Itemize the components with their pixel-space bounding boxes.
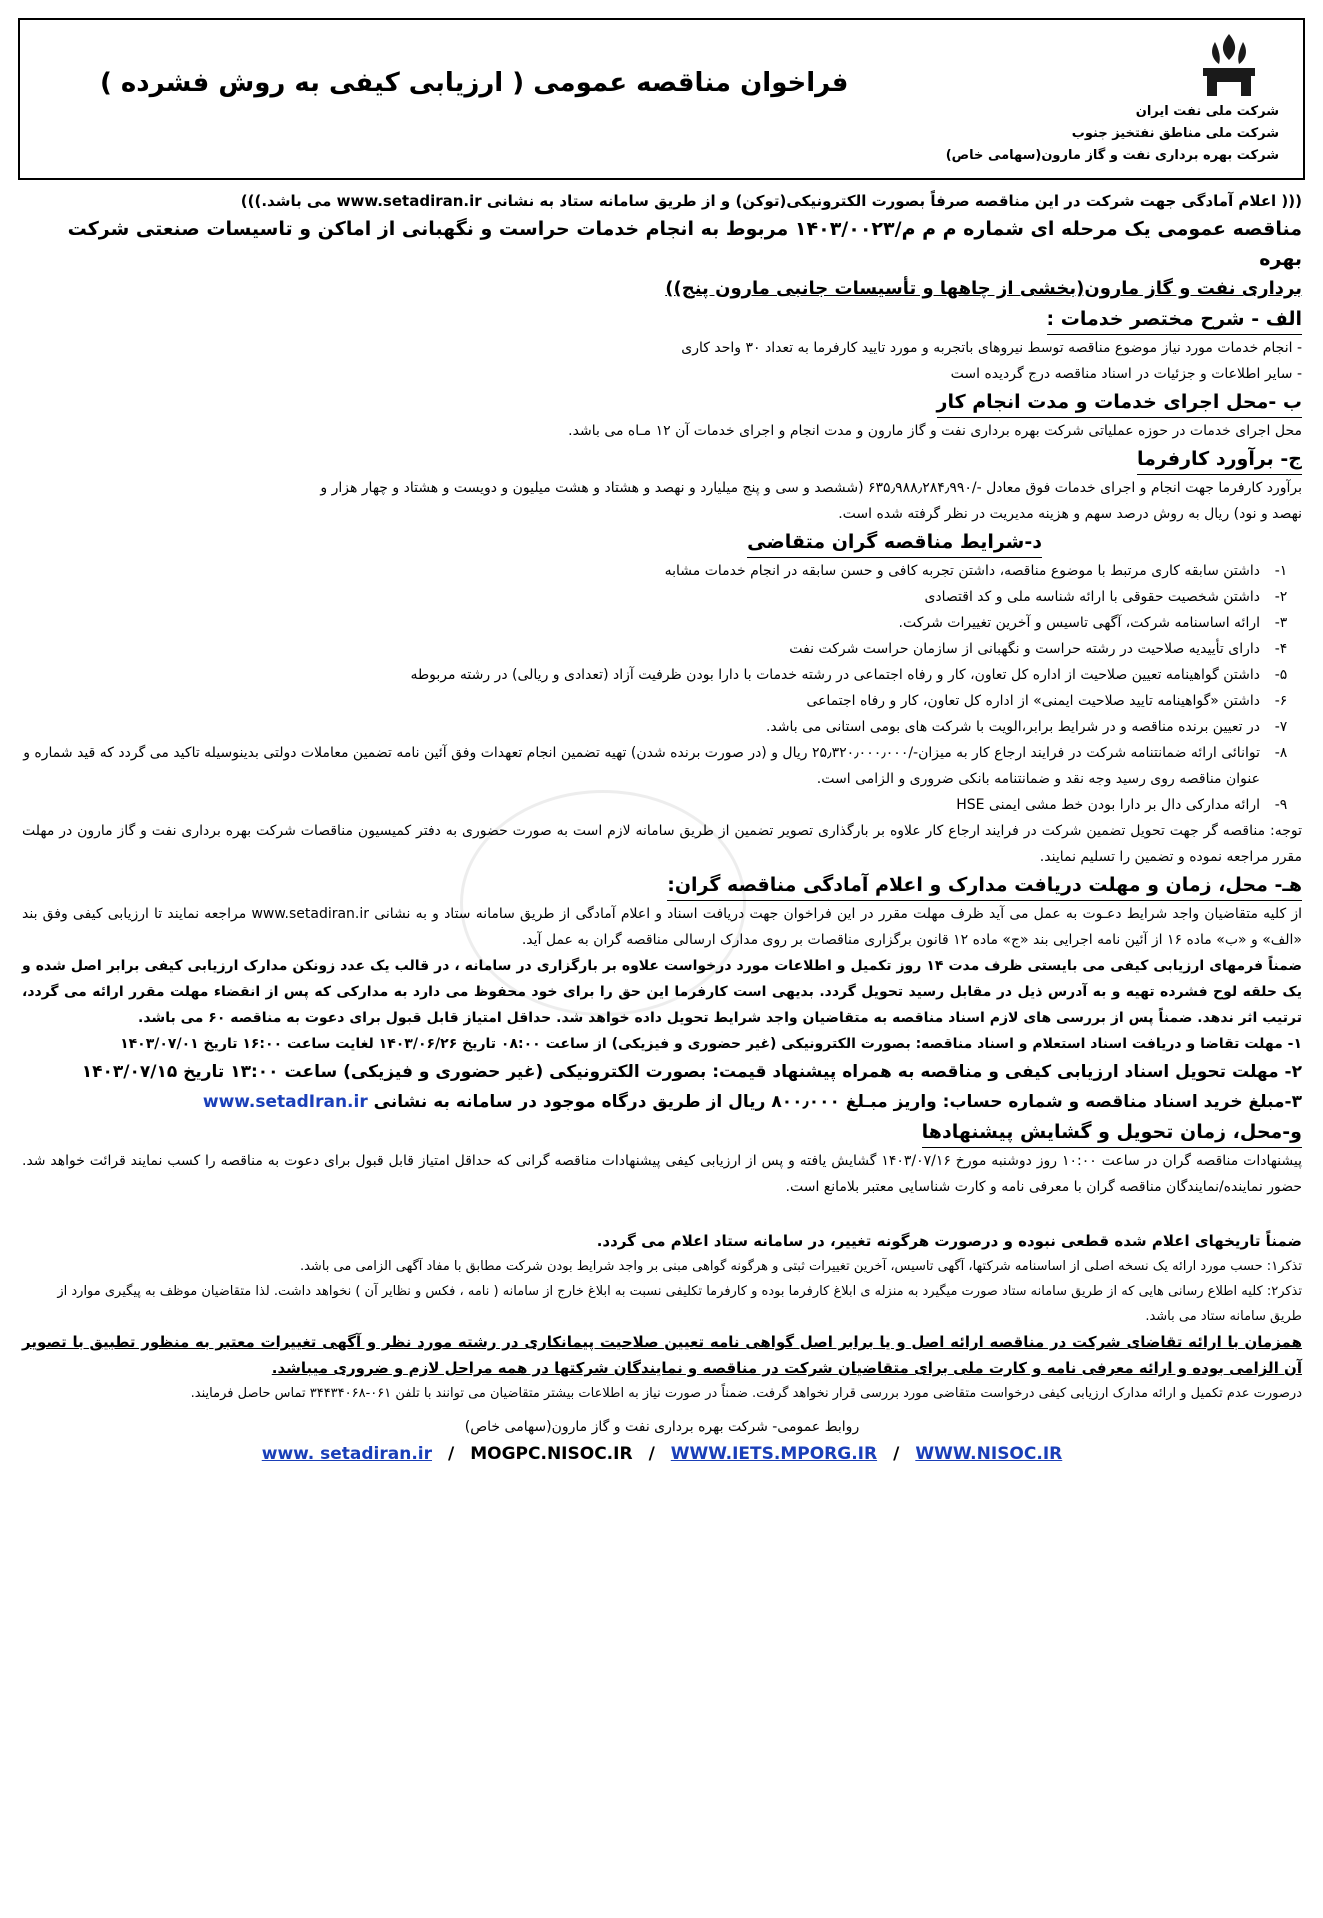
- condition-text: ارائه مدارکی دال بر دارا بودن خط مشی ایمنی HSE: [956, 797, 1260, 813]
- section-e-heading: هـ- محل، زمان و مهلت دریافت مدارک و اعلام آمادگی مناقصه گران:: [667, 870, 1302, 901]
- section-c-heading: ج- برآورد کارفرما: [1137, 444, 1302, 475]
- footer-link-nisoc[interactable]: WWW.NISOC.IR: [915, 1444, 1063, 1464]
- notice-header: [18, 18, 1305, 180]
- tender-title-line-1: مناقصه عمومی یک مرحله ای شماره م م م/۱۴۰۳/۰۰۲۳ مربوط به انجام خدمات حراست و نگهبانی از اماکن و تاسیسات صنعتی شرکت بهره: [67, 218, 1302, 270]
- section-a-heading: الف - شرح مختصر خدمات :: [1047, 304, 1302, 335]
- footer-link-setadiran[interactable]: www. setadiran.ir: [261, 1444, 433, 1464]
- contact-info: درصورت عدم تکمیل و ارائه مدارک ارزیابی کیفی درخواست متقاضی مورد بررسی قرار نخواهد گرفت. ضمناً در صورت نیاز به اطلاعات بیشتر متقاضیان می توانند با تلفن ۰۶۱-۳۴۴۳۴۰۶۸ تماس حاصل فرمایند.: [190, 1386, 1302, 1401]
- condition-text: ارائه اساسنامه شرکت، آگهی تاسیس و آخرین تغییرات شرکت.: [898, 615, 1260, 631]
- company-name-line-1: شرکت ملی نفت ایران: [1135, 104, 1279, 119]
- reminder-1: تذکر۱: حسب مورد ارائه یک نسخه اصلی از اساسنامه شرکتها، آگهی تاسیس، آخرین تغییرات ثبتی و هرگونه گواهی مبنی بر واجد شرایط بودن شرکت مطابق با مفاد آگهی الزامی می باشد.: [299, 1259, 1302, 1274]
- condition-number: ۹-: [1274, 797, 1288, 813]
- guarantee-note: توجه: مناقصه گر جهت تحویل تضمین شرکت در فرایند ارجاع کار علاوه بر بارگذاری تصویر تضمین از طریق سامانه لازم است به صورت حضوری به دفتر کمیسیون مناقصات شرکت بهره برداری نفت و گاز مارون در مهلت مقرر مراجعه نموده و تضمین را تسلیم نمایند.: [22, 823, 1302, 865]
- electronic-notice: ((( اعلام آمادگی جهت شرکت در این مناقصه صرفاً بصورت الکترونیکی(توکن) و از طریق سامانه ستاد به نشانی www.setadiran.ir می باشد.))): [240, 192, 1302, 210]
- link-separator: /: [648, 1444, 655, 1464]
- dates-notice: ضمناً تاریخهای اعلام شده قطعی نبوده و درصورت هرگونه تغییر، در سامانه ستاد اعلام می گردد.: [596, 1232, 1302, 1250]
- setadiran-link[interactable]: www.setadIran.ir: [202, 1092, 368, 1112]
- condition-item: [22, 740, 1302, 792]
- tender-title-line-2: برداری نفت و گاز مارون(بخشی از چاهها و تأسیسات جانبی مارون پنج)): [665, 278, 1302, 299]
- condition-item: [22, 688, 1302, 714]
- condition-item: [22, 792, 1302, 818]
- link-separator: /: [893, 1444, 900, 1464]
- deadline-submission: ۲- مهلت تحویل اسناد ارزیابی کیفی و مناقصه به همراه پیشنهاد قیمت: بصورت الکترونیکی (غیر حضوری و فیزیکی) ساعت ۱۳:۰۰ تاریخ ۱۴۰۳/۰۷/۱۵: [81, 1062, 1302, 1082]
- section-c-line-1: برآورد کارفرما جهت انجام و اجرای خدمات فوق معادل -/۶۳۵٫۹۸۸٫۲۸۴٫۹۹۰ (ششصد و سی و پنج میلیارد و نهصد و هشتاد و هشت میلیون و دویست و هشتاد و چهار هزار و: [320, 480, 1302, 496]
- section-c-line-2: نهصد و نود) ریال به روش درصد سهم و هزینه مدیریت در نظر گرفته شده است.: [838, 506, 1302, 522]
- condition-number: ۷-: [1274, 719, 1288, 735]
- deadline-documents: ۱- مهلت تقاضا و دریافت اسناد استعلام و اسناد مناقصه: بصورت الکترونیکی (غیر حضوری و فیزیکی) از ساعت ۰۸:۰۰ تاریخ ۱۴۰۳/۰۶/۲۶ لغایت ساعت ۱۶:۰۰ تاریخ ۱۴۰۳/۰۷/۰۱: [120, 1036, 1302, 1052]
- condition-number: ۴-: [1274, 641, 1288, 657]
- condition-text: در تعیین برنده مناقصه و در شرایط برابر،الویت با شرکت های بومی استانی می باشد.: [765, 719, 1260, 735]
- footer-text-mogpc: MOGPC.NISOC.IR: [470, 1444, 633, 1464]
- section-a-line-1: - انجام خدمات مورد نیاز موضوع مناقصه توسط نیروهای باتجربه و مورد تایید کارفرما به تعداد ۳۰ واحد کاری: [681, 340, 1302, 356]
- conditions-list: [22, 558, 1302, 818]
- link-separator: /: [448, 1444, 455, 1464]
- condition-item: [22, 610, 1302, 636]
- section-b-text: محل اجرای خدمات در حوزه عملیاتی شرکت بهره برداری نفت و گاز مارون و مدت انجام و اجرای خدمات آن ۱۲ مـاه می باشد.: [568, 423, 1302, 439]
- condition-number: ۲-: [1274, 589, 1288, 605]
- section-a-line-2: - سایر اطلاعات و جزئیات در اسناد مناقصه درج گردیده است: [950, 366, 1302, 382]
- condition-number: ۵-: [1274, 667, 1288, 683]
- section-f-heading: و-محل، زمان تحویل و گشایش پیشنهادها: [922, 1117, 1302, 1148]
- condition-text: توانائی ارائه ضمانتنامه شرکت در فرایند ارجاع کار به میزان-/۲۵٫۳۲۰٫۰۰۰٫۰۰۰ ریال و (در صورت برنده شدن) تهیه تضمین انجام تعهدات وفق آئین نامه تضمین معاملات دولتی بدینوسیله تاکید می گردد که قید شماره و عنوان مناقصه روی رسید وجه نقد و ضمانتنامه بانکی ضروری و الزامی است.: [23, 745, 1260, 787]
- condition-item: [22, 714, 1302, 740]
- condition-text: داشتن شخصیت حقوقی با ارائه شناسه ملی و کد اقتصادی: [924, 589, 1260, 605]
- section-b-heading: ب -محل اجرای خدمات و مدت انجام کار: [937, 387, 1302, 418]
- section-e-paragraph-2: ضمناً فرمهای ارزیابی کیفی می بایستی ظرف مدت ۱۴ روز تکمیل و اطلاعات مورد درخواست علاوه بر بارگزاری در سامانه ، در قالب یک عدد زونکن مدارک ارزیابی کیفی برابر اصل شده و یک حلقه لوح فشرده تهیه و به آدرس ذیل در مقابل رسید تحویل گردد. بدیهی است کارفرما این حق را برای خود محفوظ می دارد به مدارکی که پس از انقضاء مهلت مقرر ارائه می گردد، ترتیب اثر ندهد. ضمناً پس از بررسی های لازم اسناد مناقصه به متقاضیان واجد شرایط تحویل داده خواهد شد. حداقل امتیاز قابل قبول برای دعوت به مناقصه ۶۰ می باشد.: [22, 958, 1302, 1026]
- notice-body: [22, 188, 1302, 1464]
- condition-item: [22, 636, 1302, 662]
- document-price-text: ۳-مبلغ خرید اسناد مناقصه و شماره حساب: واریز مبـلغ ۸۰۰٫۰۰۰ ریال از طریق درگاه موجود در سامانه به نشانی: [373, 1092, 1302, 1112]
- footer-links: [22, 1444, 1302, 1464]
- footer-link-iets[interactable]: WWW.IETS.MPORG.IR: [670, 1444, 878, 1464]
- qualification-notice: همزمان با ارائه تقاضای شرکت در مناقصه ارائه اصل و یا برابر اصل گواهی نامه تعیین صلاحیت پیمانکاری در رشته مورد نظر و آگهی تغییرات معتبر به منظور تطبیق با تصویر آن الزامی بوده و ارائه معرفی نامه و کارت ملی برای متقاضیان شرکت در مناقصه و نمایندگان شرکتها در همه مراحل لازم و ضروری میباشد.: [22, 1333, 1302, 1377]
- public-relations-signature: روابط عمومی- شرکت بهره برداری نفت و گاز مارون(سهامی خاص): [464, 1419, 860, 1435]
- section-e-paragraph-1: از کلیه متقاضیان واجد شرایط دعـوت به عمل می آید ظرف مهلت مقرر در این فراخوان جهت دریافت اسناد و اعلام آمادگی از طریق سامانه ستاد و به نشانی www.setadiran.ir مراجعه نمایند تا ارزیابی کیفی وفق بند «الف» و «ب» ماده ۱۶ از آئین نامه اجرایی بند «ج» ماده ۱۲ قانون برگزاری مناقصات بر روی مدارک ارسالی مناقصه گران به عمل آید.: [22, 906, 1302, 948]
- condition-item: [22, 584, 1302, 610]
- section-d-heading: د-شرایط مناقصه گران متقاضی: [747, 527, 1042, 558]
- document-price-line: [22, 1087, 1302, 1117]
- condition-number: ۳-: [1274, 615, 1288, 631]
- company-name-line-2: شرکت ملی مناطق نفتخیز جنوب: [1071, 126, 1279, 141]
- condition-text: داشتن «گواهینامه تایید صلاحیت ایمنی» از اداره کل تعاون، کار و رفاه اجتماعی: [806, 693, 1260, 709]
- condition-number: ۱-: [1274, 563, 1288, 579]
- notice-title: فراخوان مناقصه عمومی ( ارزیابی کیفی به روش فشرده ): [100, 68, 849, 98]
- company-name-line-3: شرکت بهره برداری نفت و گاز مارون(سهامی خاص): [945, 148, 1279, 163]
- nioc-flame-logo-icon: [1189, 30, 1269, 100]
- condition-item: [22, 558, 1302, 584]
- condition-text: داشتن گواهینامه تعیین صلاحیت از اداره کل تعاون، کار و رفاه اجتماعی در رشته خدمات با دارا بودن ظرفیت آزاد (تعدادی و ریالی) در رشته مربوطه: [410, 667, 1260, 683]
- condition-number: ۶-: [1274, 693, 1288, 709]
- condition-number: ۸-: [1274, 745, 1288, 761]
- condition-text: داشتن سابقه کاری مرتبط با موضوع مناقصه، داشتن تجربه کافی و حسن سابقه در انجام خدمات مشابه: [664, 563, 1260, 579]
- reminder-2: تذکر۲: کلیه اطلاع رسانی هایی که از طریق سامانه ستاد صورت میگیرد به منزله ی ابلاغ کارفرما بوده و کارفرما تکلیفی نسبت به ابلاغ خارج از سامانه ( نامه ، فکس و نظایر آن ) نخواهد داشت. لذا متقاضیان موظف به پیگیری موارد از طریق سامانه ستاد می باشد.: [57, 1284, 1302, 1324]
- section-f-text: پیشنهادات مناقصه گران در ساعت ۱۰:۰۰ روز دوشنبه مورخ ۱۴۰۳/۰۷/۱۶ گشایش یافته و پس از ارزیابی کیفی پیشنهادات مناقصه گرانی که حداقل امتیاز قابل قبول برای دعوت به مناقصه را کسب نمایند قرائت خواهد شد. حضور نماینده/نمایندگان مناقصه گران با معرفی نامه و کارت شناسایی معتبر بلامانع است.: [22, 1153, 1303, 1195]
- condition-text: دارای تأییدیه صلاحیت در رشته حراست و نگهبانی از سازمان حراست شرکت نفت: [789, 641, 1260, 657]
- condition-item: [22, 662, 1302, 688]
